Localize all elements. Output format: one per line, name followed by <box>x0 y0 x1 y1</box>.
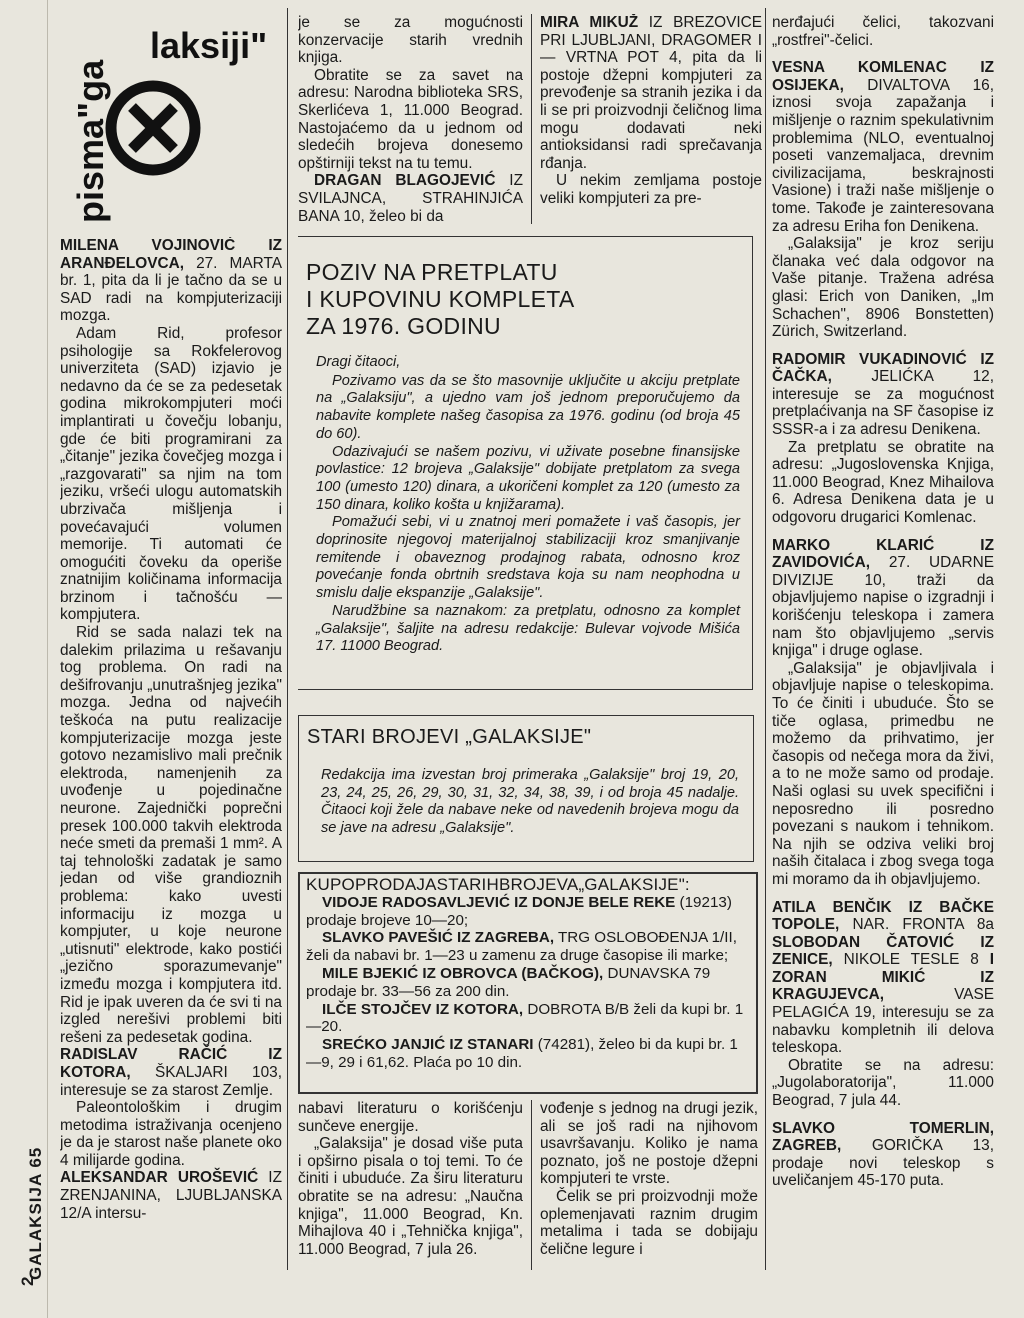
listing-item <box>306 965 752 1001</box>
listing-text: TRG OSLOBOĐENJA 1/II, želi da nabavi br. 1—23 u zamenu za druge časopise ili marke; <box>306 929 737 965</box>
column-3-bottom <box>540 1100 758 1272</box>
letter-text: DIVALTOVA 16, iznosi svoja zapažanja i mišljenje o raznim spekulativnim problemima (NLO, eventualnoj poseti vanzemaljaca, drevnim civilizacijama, beskrajnosti Vasione) i traži naše mišljenje o tome. Takođe je zainteresovana za adresu Eriha fon Denikena. <box>772 76 994 235</box>
answer-paragraph: Čelik se pri proizvodnji može oplemenjavati raznim drugim metalima i tada se dobijaju čelične legure i <box>540 1187 758 1258</box>
listing-item <box>306 894 752 930</box>
letter-racic <box>60 1046 282 1099</box>
box-paragraph: Redakcija ima izvestan broj primeraka „Galaksije" broj 19, 20, 23, 24, 25, 26, 29, 30, 31, 32, 34, 38, 39, i od broja 45 nadalje. Čitaoci koji žele da nabave neke od navedenih brojeva mogu da se jave na adresu „Galaksije". <box>321 767 739 837</box>
logo-top-text: laksiji" <box>150 25 268 66</box>
letter-text: NIKOLE TESLE 8 <box>832 951 990 969</box>
answer-paragraph: „Galaksija" je kroz seriju članaka već dala odgovor na Vaše pitanje. Tražena adrésa glasi: Erich von Daniken, „Im Schachen", 8906 Bonstetten) Zürich, Switzerland. <box>772 235 994 341</box>
answer-paragraph: nabavi literaturu o korišćenju sunčeve energije. <box>298 1100 523 1135</box>
letter-author: ALEKSANDAR UROŠEVIĆ <box>60 1169 259 1187</box>
column-divider <box>531 1100 532 1270</box>
box-paragraph: Narudžbine sa naznakom: za pretplatu, odnosno za komplet „Galaksije", šaljite na adresu redakcije: Bulevar vojvode Mišića 17. 11000 Beograd. <box>316 602 740 655</box>
listing-item <box>306 1001 752 1037</box>
letter-text: 27. UDARNE DIVIZIJE 10, traži da objavljujemo napise o izgradnji i korišćenju teleskopa i zamera nam što objavljujemo „servis knjiga" i druge oglase. <box>772 554 994 660</box>
answer-paragraph: U nekim zemljama postoje veliki kompjuteri za pre- <box>540 172 762 207</box>
box-paragraph: Odazivajući se našem pozivu, vi uživate posebne finansijske povlastice: 12 brojeva „Galaksije" dobijate pretplatom za svega 100 (umesto 120) dinara, a ukoričeni komplet za 120 (umesto za 150 dinara, koliko košta u knjižarama). <box>316 443 740 513</box>
buy-sell-box <box>298 872 758 1094</box>
sidebar-magazine-name: GALAKSIJA <box>26 1173 45 1280</box>
letter-author: SLAVKO TOMERLIN, ZAGREB, <box>772 1119 994 1155</box>
answer-paragraph: vođenje s jednog na drugi jezik, ali se još radi na njihovom usavršavanju. Koliko je nama poznato, još ne postoje džepni kompjuteri te vrste. <box>540 1100 758 1188</box>
column-logo <box>58 18 283 223</box>
column-divider <box>765 8 766 1270</box>
listing-text: (19213) prodaje brojeve 10—20; <box>306 893 732 929</box>
x-circle-icon <box>111 86 195 170</box>
answer-paragraph: Obratite se za savet na adresu: Narodna biblioteka SRS, Skerlićeva 1, 11.000 Beograd. Nastojaćemo da u jednom od sledećih brojeva donesemo opštirniji tekst na tu temu. <box>298 66 523 172</box>
page-number: 2 <box>18 1276 37 1286</box>
column-2-top <box>298 14 523 224</box>
listing-item <box>306 929 752 965</box>
letter-text: 27. MARTA br. 1, pita da li je tačno da se u SAD radi na kompjuterizaciji mozga. <box>60 254 282 325</box>
box-title: KUPOPRODAJASTARIHBROJEVA„GALAKSIJE": <box>306 875 690 894</box>
column-2-bottom <box>298 1100 523 1272</box>
box-title-line: I KUPOVINU KOMPLETA <box>306 286 575 312</box>
letter-author: RADOMIR VUKADINOVIĆ IZ ČAČKA, <box>772 350 994 386</box>
subscription-box <box>298 236 753 690</box>
box-title-line: POZIV NA PRETPLATU <box>306 259 558 285</box>
listing-author: VIDOJE RADOSAVLJEVIĆ IZ DONJE BELE REKE <box>322 893 676 911</box>
letter-urosevic <box>60 1169 282 1222</box>
letter-author: MARKO KLARIĆ IZ ZAVIDOVIĆA, <box>772 536 994 572</box>
letter-text: GORIČKA 13, prodaje novi teleskop s uveličanjem 45-170 puta. <box>772 1137 994 1190</box>
letter-tomerlin <box>772 1120 994 1190</box>
letter-bencik-catovic-mikic <box>772 899 994 1057</box>
answer-paragraph: nerđajući čelici, takozvani „rostfrei"-čelici. <box>772 14 994 49</box>
letter-komlenac <box>772 59 994 235</box>
box-greeting: Dragi čitaoci, <box>316 354 401 370</box>
answer-paragraph: Za pretplatu se obratite na adresu: „Jugoslovenska Knjiga, 11.000 Beograd, Knez Mihailova 6. Adresa Denikena data je u odgovoru drugarici Komlenac. <box>772 438 994 527</box>
letter-author: RADISLAV RAČIĆ IZ KOTORA, <box>60 1046 282 1081</box>
column-1 <box>60 237 282 1272</box>
listing-item <box>306 1036 752 1072</box>
letter-mikuz <box>540 14 762 172</box>
letter-vukadinovic <box>772 351 994 439</box>
letter-blagojevic <box>298 172 523 224</box>
answer-paragraph: Adam Rid, profesor psihologije sa Rokfelerovog univerziteta (SAD) izjavio je nedavno da će se za pedesetak godina mikrokompjuteri moći implantirati u čovečju lobanju, gde će biti programirani za „čitanje" jezika čovečjeg mozga i „razgovarati" sa njim na tom jeziku, vršeći ulogu automatskih ubrzivača mišljenja i povećavajući volumen memorije. Ti automati će omogućiti čoveku da operiše znatnijim količinama informacija brzinom i tačnošću — kompjutera. <box>60 324 282 624</box>
letter-text: ŠKALJARI 103, interesuje se za starost Zemlje. <box>60 1063 282 1099</box>
letter-author: VESNA KOMLENAC IZ OSIJEKA, <box>772 59 994 94</box>
letter-author: I ZORAN MIKIĆ IZ KRAGUJEVCA, <box>772 951 994 1004</box>
letter-klaric <box>772 537 994 660</box>
listing-author: ILČE STOJČEV IZ KOTORA, <box>322 1000 524 1018</box>
listing-text: (74281), želeo bi da kupi br. 1—9, 29 i 61,62. Plaća po 10 din. <box>306 1036 738 1071</box>
letter-text: VASE PELAGIĆA 19, interesuju se za nabavku kompletnih ili delova teleskopa. <box>772 986 994 1057</box>
letter-author: MILENA VOJINOVIĆ IZ ARANĐELOVCA, <box>60 237 282 272</box>
letter-text: JELIĆKA 12, interesuje se za mogućnost pretplaćivanja na SF časopise iz SSSR-a i za adresu Denikena. <box>772 368 994 439</box>
letter-author: MIRA MIKUŽ <box>540 14 639 31</box>
letter-text: IZ SVILAJNCA, STRAHINJIĆA BANA 10, želeo bi da <box>298 172 523 224</box>
letter-text: NAR. FRONTA 8a <box>839 916 994 934</box>
letter-author: ATILA BENČIK IZ BAČKE TOPOLE, <box>772 898 994 934</box>
letters-logo-graphic <box>58 18 283 223</box>
listing-author: SLAVKO PAVEŠIĆ IZ ZAGREBA, <box>322 929 555 947</box>
logo-side-text: pisma"ga <box>70 59 111 223</box>
column-3-top <box>540 14 762 224</box>
sidebar-issue-number: 65 <box>26 1146 45 1168</box>
answer-paragraph: Obratite se na adresu: „Jugolaboratorija", 11.000 Beograd, 7 jula 44. <box>772 1056 994 1110</box>
column-divider <box>531 14 532 224</box>
letter-author: DRAGAN BLAGOJEVIĆ <box>314 172 496 190</box>
box-title: STARI BROJEVI „GALAKSIJE" <box>307 726 592 748</box>
letter-vojinovic <box>60 237 282 325</box>
listing-author: MILE BJEKIĆ IZ OBROVCA (BAČKOG), <box>322 964 604 982</box>
page-gutter-line <box>47 0 48 1318</box>
letter-text: IZ BREZOVICE PRI LJUBLJANI, DRAGOMER I — VRTNA POT 4, pita da li postoje džepni kompjuteri za prevođenje sa stranih jezika i da li se pri proizvodnji čeličnog lima mogu dodavati neki antioksidansi radi sprečavanja rđanja. <box>540 14 762 172</box>
box-paragraph: Pozivamo vas da se što masovnije uključite u akciju pretplate na „Galaksiju", a ujedno vam još jednom preporučujemo da nabavite komplete našeg časopisa za 1976. godinu (od broja 45 do 60). <box>316 372 740 442</box>
buy-sell-content <box>306 876 752 1072</box>
old-issues-box <box>298 715 754 862</box>
box-title-line: ZA 1976. GODINU <box>306 313 501 339</box>
letter-author: SLOBODAN ČATOVIĆ IZ ZENICE, <box>772 933 994 969</box>
answer-paragraph: Rid se sada nalazi tek na dalekim prilazima u rešavanju tog problema. On radi na dešifrovanju „unutrašnjeg jezika" mozga. Jedna od najvećih teškoća na putu realizacije kompjuterizacije mozga jeste gotovo nezamislivo mali prečnik elektroda, namenjenih za uvođenje u pojedinačne neurone. Zajednički poprečni presek 100.000 takvih elektroda neće smeti da premaši 1 mm². A taj tehnološki zadatak je samo jedan od više grandioznih problema: kako uvesti informaciju iz mozga u kompjuter, u koje neurone „utisnuti" elektrode, kako postići „jezično sporazumevanje" između mozga i kompjutera itd. Rid je ipak uveren da će svi ti na izgled nerešivi problemi biti rešeni za pedesetak godina. <box>60 624 282 1046</box>
listing-author: SREĆKO JANJIĆ IZ STANARI <box>322 1036 534 1054</box>
answer-paragraph: „Galaksija" je dosad više puta i opširno pisala o toj temi. To će činiti i ubuduće. Za širu literaturu obratite se na adresu: „Naučna knjiga", 11.000 Beograd, Kn. Mihajlova 40 i „Tehnička knjiga", 11.000 Beograd, 7 jula 26. <box>298 1135 523 1258</box>
sidebar-magazine-label <box>26 1147 46 1280</box>
column-4 <box>772 14 994 1274</box>
answer-paragraph: je se za mogućnosti konzervacije starih vrednih knjiga. <box>298 14 523 67</box>
box-paragraph: Pomažući sebi, vi u znatnoj meri pomažete i vaš časopis, jer doprinosite njegovoj materijalnoj stabilizaciji kroz smanjivanje remitende i obaveznog prodajnog rabata, odnosno kroz povećanje fonda obrtnih sredstava koja su nam neophodna u smislu dalje ekspanzije „Galaksije". <box>316 514 740 602</box>
listing-text: DUNAVSKA 79 prodaje br. 33—56 za 200 din. <box>306 964 711 1000</box>
answer-paragraph: Paleontološkim i drugim metodima istraživanja ocenjeno je da je starost naše planete oko 4 milijarde godina. <box>60 1099 282 1169</box>
listing-text: DOBROTA B/B želi da kupi br. 1—20. <box>306 1000 744 1036</box>
letter-text: IZ ZRENJANINA, LJUBLJANSKA 12/A intersu- <box>60 1169 282 1222</box>
column-divider <box>287 8 288 1270</box>
answer-paragraph: „Galaksija" je objavljivala i objavljuje napise o teleskopima. To će činiti i ubuduće. Što se tiče oglasa, primedbu ne možemo da prihvatimo, jer časopis od nečega mora da živi, a to ne može samo od prodaje. Naši oglasi su uvek specifični i neposredno ili posredno povezani s naukom i tehnikom. Na njih se odziva veliki broj naših čitalaca i zbog svega toga mi moramo da ih objavljujemo. <box>772 659 994 888</box>
